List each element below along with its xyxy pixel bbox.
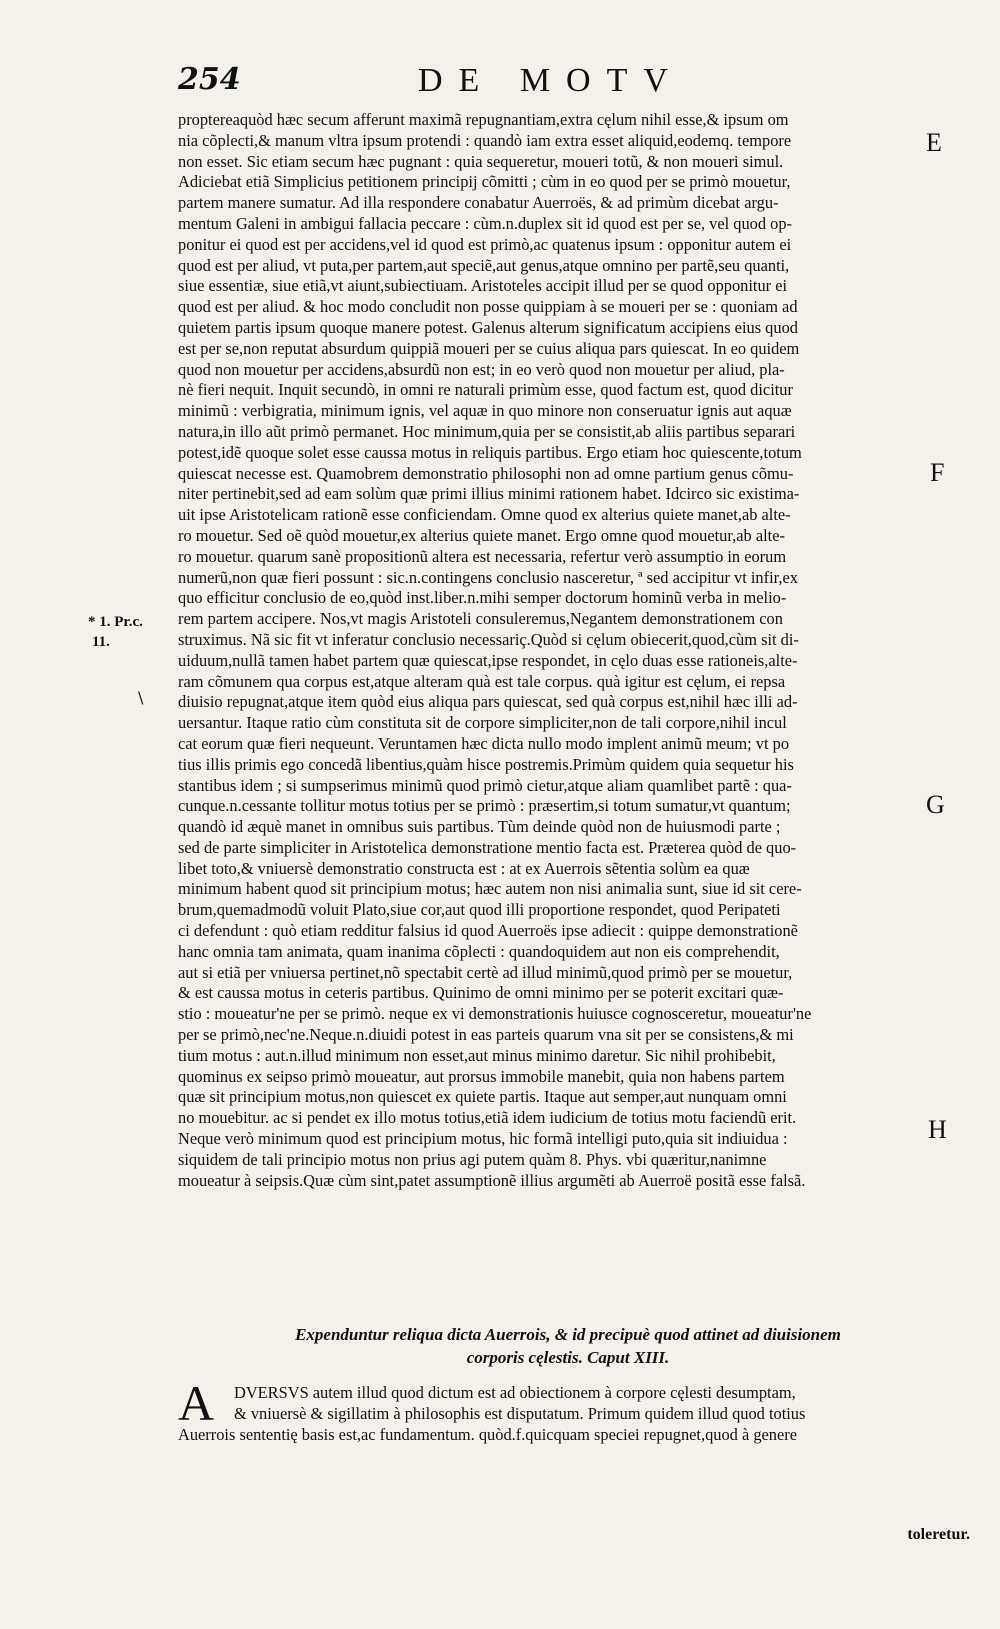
catchword: toleretur. [907,1526,970,1543]
margin-letter-h: H [928,1115,947,1144]
text-line: per se primò,nec'ne.Neque.n.diuidi potest in eas parteis quarum vna sit per se consistens,& mi [178,1025,794,1045]
text-line: non esset. Sic etiam secum hæc pugnant : quia sequeretur, moueri totũ, & non moueri simul. [178,151,784,171]
chapter-heading [178,1323,958,1369]
margin-letter-e: E [926,128,942,157]
text-line: quod est per aliud. & hoc modo concludit non posse quippiam à se moueri per se : quoniam ad [178,297,798,317]
page-number: 254 [178,62,241,97]
text-line: siue essentiæ, siue etiã,vt aiunt,subiectiuam. Aristoteles accipit illud per se quod opponitur ei [178,276,788,296]
chapter-body-line: & vniuersè & sigillatim à philosophis est disputatum. Primum quidem illud quod totius [234,1404,806,1423]
side-note-reference-line2: 11. [92,634,110,650]
text-line: libet toto,& vniuersè demonstratio constructa est : at ex Auerrois sẽtentia solùm ea quæ [178,858,750,878]
side-mark: \ [138,688,144,707]
text-line: partem manere sumatur. Ad illa respondere conabatur Auerroës, & ad primùm dicebat argu- [178,193,779,213]
text-line: minimum habent quod sit principium motus; hæc autem non nisi animalia sunt, siue id sit cere- [178,879,802,899]
chapter-heading-caput: corporis cęlestis. Caput XIII. [466,1348,670,1367]
text-line: potest,idẽ quoque solet esse caussa motus in reliquis partibus. Ergo etiam hoc quiescente,totum [178,442,802,462]
text-line: proptereaquòd hæc secum afferunt maximã repugnantiam,extra cęlum nihil esse,& ipsum om [178,110,789,129]
text-line: uit ipse Aristotelicam rationẽ esse conficiendam. Omne quod ex alterius quiete manet,ab alte- [178,505,791,525]
page-header [178,62,968,102]
chapter-body-line: Auerrois sententię basis est,ac fundamentum. quòd.f.quicquam speciei repugnet,quod à genere [178,1425,798,1444]
text-line: stio : moueatur'ne per se primò. neque ex vi demonstrationis huiusce cognosceretur, moueatur'ne [178,1004,812,1024]
text-line: est per se,non reputat absurdum quippiã moueri per se cuius aliqua pars quiescat. In eo quidem [178,338,800,358]
text-line: stantibus idem ; si sumpserimus minimũ quod primò cietur,atque aliam quamlibet partẽ : qua- [178,775,792,795]
text-line: brum,quemadmodũ voluit Plato,siue cor,aut quod illi proportione respondet, quod Peripateti [178,900,781,920]
text-line: uiduum,nullã tamen habet partem quæ quiescat,ipse respondet, in cęlo duas esse rationeis,alte- [178,650,798,670]
text-line: mentum Galeni in ambigui fallacia peccare : cùm.n.duplex sit id quod est per se, vel quod op- [178,213,793,233]
text-line: quod est per aliud, vt puta,per partem,aut speciẽ,aut genus,atque omnino per partẽ,seu quanti, [178,255,790,275]
text-line: quæ sit principium motus,non quiescet ex quiete partis. Itaque aut semper,aut nunquam omni [178,1087,787,1107]
chapter-body-line: DVERSVS autem illud quod dictum est ad obiectionem à corpore cęlesti desumptam, [234,1383,796,1402]
text-line: ram cõmunem qua corpus est,atque alteram quà est tale corpus. quà igitur est cęlum, ei repsa [178,671,786,691]
text-line: rem partem accipere. Nos,vt magis Aristoteli consuleremus,Negantem demonstrationem con [178,609,783,629]
text-line: ro mouetur. quarum sanè propositionũ altera est necessaria, refertur verò assumptio in eorum [178,546,787,566]
text-line: quod non mouetur per accidens,absurdũ non est; in eo verò quod non mouetur per aliud, pla- [178,359,785,379]
text-line: natura,in illo aũt primò permanet. Hoc minimum,quia per se consistit,ab aliis partibus separari [178,421,796,441]
text-line: niter pertinebit,sed ad eam solùm quæ primi illius minimi rationem habet. Idcirco sic existima- [178,484,800,504]
text-line: ro mouetur. Sed oẽ quòd mouetur,ex alterius quiete manet. Ergo omne quod mouetur,ab alte- [178,525,785,545]
text-line: quominus ex seipso primò moueatur, aut prorsus immobile manebit, quia non habens partem [178,1066,785,1086]
text-line: siquidem de tali principio motus non prius agi putem quàm 8. Phys. vbi quæritur,nanimne [178,1149,767,1169]
margin-letter-g: G [926,790,945,819]
text-line: minimũ : verbigratia, minimum ignis, vel aquæ in quo minore non conseruatur ignis aut aquæ [178,401,792,421]
text-line: & est caussa motus in ceteris partibus. Quinimo de omni minimo per se poterit excitari quæ- [178,983,784,1003]
side-note-reference: * 1. Pr.c. [88,614,143,630]
text-line: Adiciebat etiã Simplicius petitionem principij cõmitti ; cùm in eo quod per se primò mouetur, [178,172,791,192]
text-line: numerũ,non quæ fieri possunt : sic.n.contingens conclusio nasceretur, ª sed accipitur vt infir,ex [178,567,798,587]
text-line: ponitur ei quod est per accidens,vel id quod est primò,ac quatenus ipsum : opponitur autem ei [178,234,792,254]
text-line: ci defendunt : quò etiam redditur falsius id quod Auerroës ipse adiecit : quippe demonstrationẽ [178,921,798,941]
chapter-heading-line: Expenduntur reliqua dicta Auerrois, & id precipuè quod attinet ad diuisionem [295,1325,841,1344]
text-line: struximus. Nã sic fit vt inferatur conclusio necessariç.Quòd si cęlum obiecerit,quod,cùm sit di- [178,629,799,649]
text-line: cunque.n.cessante tollitur motus totius per se primò : præsertim,si totum sumatur,vt quantum; [178,796,791,816]
chapter-body [178,1375,958,1445]
text-line: nè fieri nequit. Inquit secundò, in omni re naturali primùm esse, quod factum est, quod dicitur [178,380,793,400]
text-line: tius illis primis ego concedã libentius,quàm hisce postremis.Primùm quidem quia sequetur his [178,754,794,774]
text-line: aut si etiã per vniuersa pertinet,nõ spectabit certè ad illud minimũ,quod primò per se mouetur, [178,962,793,982]
text-line: uersantur. Itaque ratio cùm constituta sit de corpore simpliciter,non de tali corpore,nihil incul [178,713,787,733]
text-line: quo efficitur conclusio de eo,quòd inst.liber.n.mihi semper doctorum hominũ verba in melio- [178,588,787,608]
drop-cap: A [178,1375,215,1431]
text-line: cat eorum quæ fieri nequeunt. Veruntamen hæc dicta nullo modo implent animũ meum; vt po [178,733,790,753]
main-text-block [178,110,958,1191]
text-line: tium motus : aut.n.illud minimum non esset,aut minus minimo daretur. Sic nihil prohibebit, [178,1045,776,1065]
margin-letter-f: F [930,458,945,487]
text-line: sed de parte simpliciter in Aristotelica demonstratione mentio facta est. Præterea quòd de quo- [178,837,797,857]
running-title: DE MOTV [418,62,684,99]
text-line: no mouebitur. ac si pendet ex illo motus totius,etiã idem iudicium de totius motu faciendũ erit. [178,1108,797,1128]
text-line: quiescat necesse est. Quamobrem demonstratio philosophi non ad omne partium genus cõmu- [178,463,794,483]
text-line: hanc omnia tam animata, quam inanima cõplecti : quandoquidem aut non eis comprehendit, [178,941,780,961]
text-line: quandò id æquè manet in omnibus suis partibus. Tùm deinde quòd non de huiusmodi parte ; [178,817,781,837]
text-line: moueatur à seipsis.Quæ cùm sint,patet assumptionẽ illius argumẽti ab Auerroë positã esse falsã. [178,1170,806,1190]
text-line: quietem partis ipsum quoque manere potest. Galenus alterum significatum accipiens eius quod [178,317,798,337]
text-line: nia cõplecti,& manum vltra ipsum protendi : quandò iam extra esset aliquid,eodemq. tempore [178,130,792,150]
text-line: diuisio repugnat,atque item quòd eius aliqua pars quiescat, sed quà corpus est,nihil hæc illi ad- [178,692,798,712]
text-line: Neque verò minimum quod est principium motus, hic formã intelligi puto,quia sit indiuidua : [178,1129,788,1149]
